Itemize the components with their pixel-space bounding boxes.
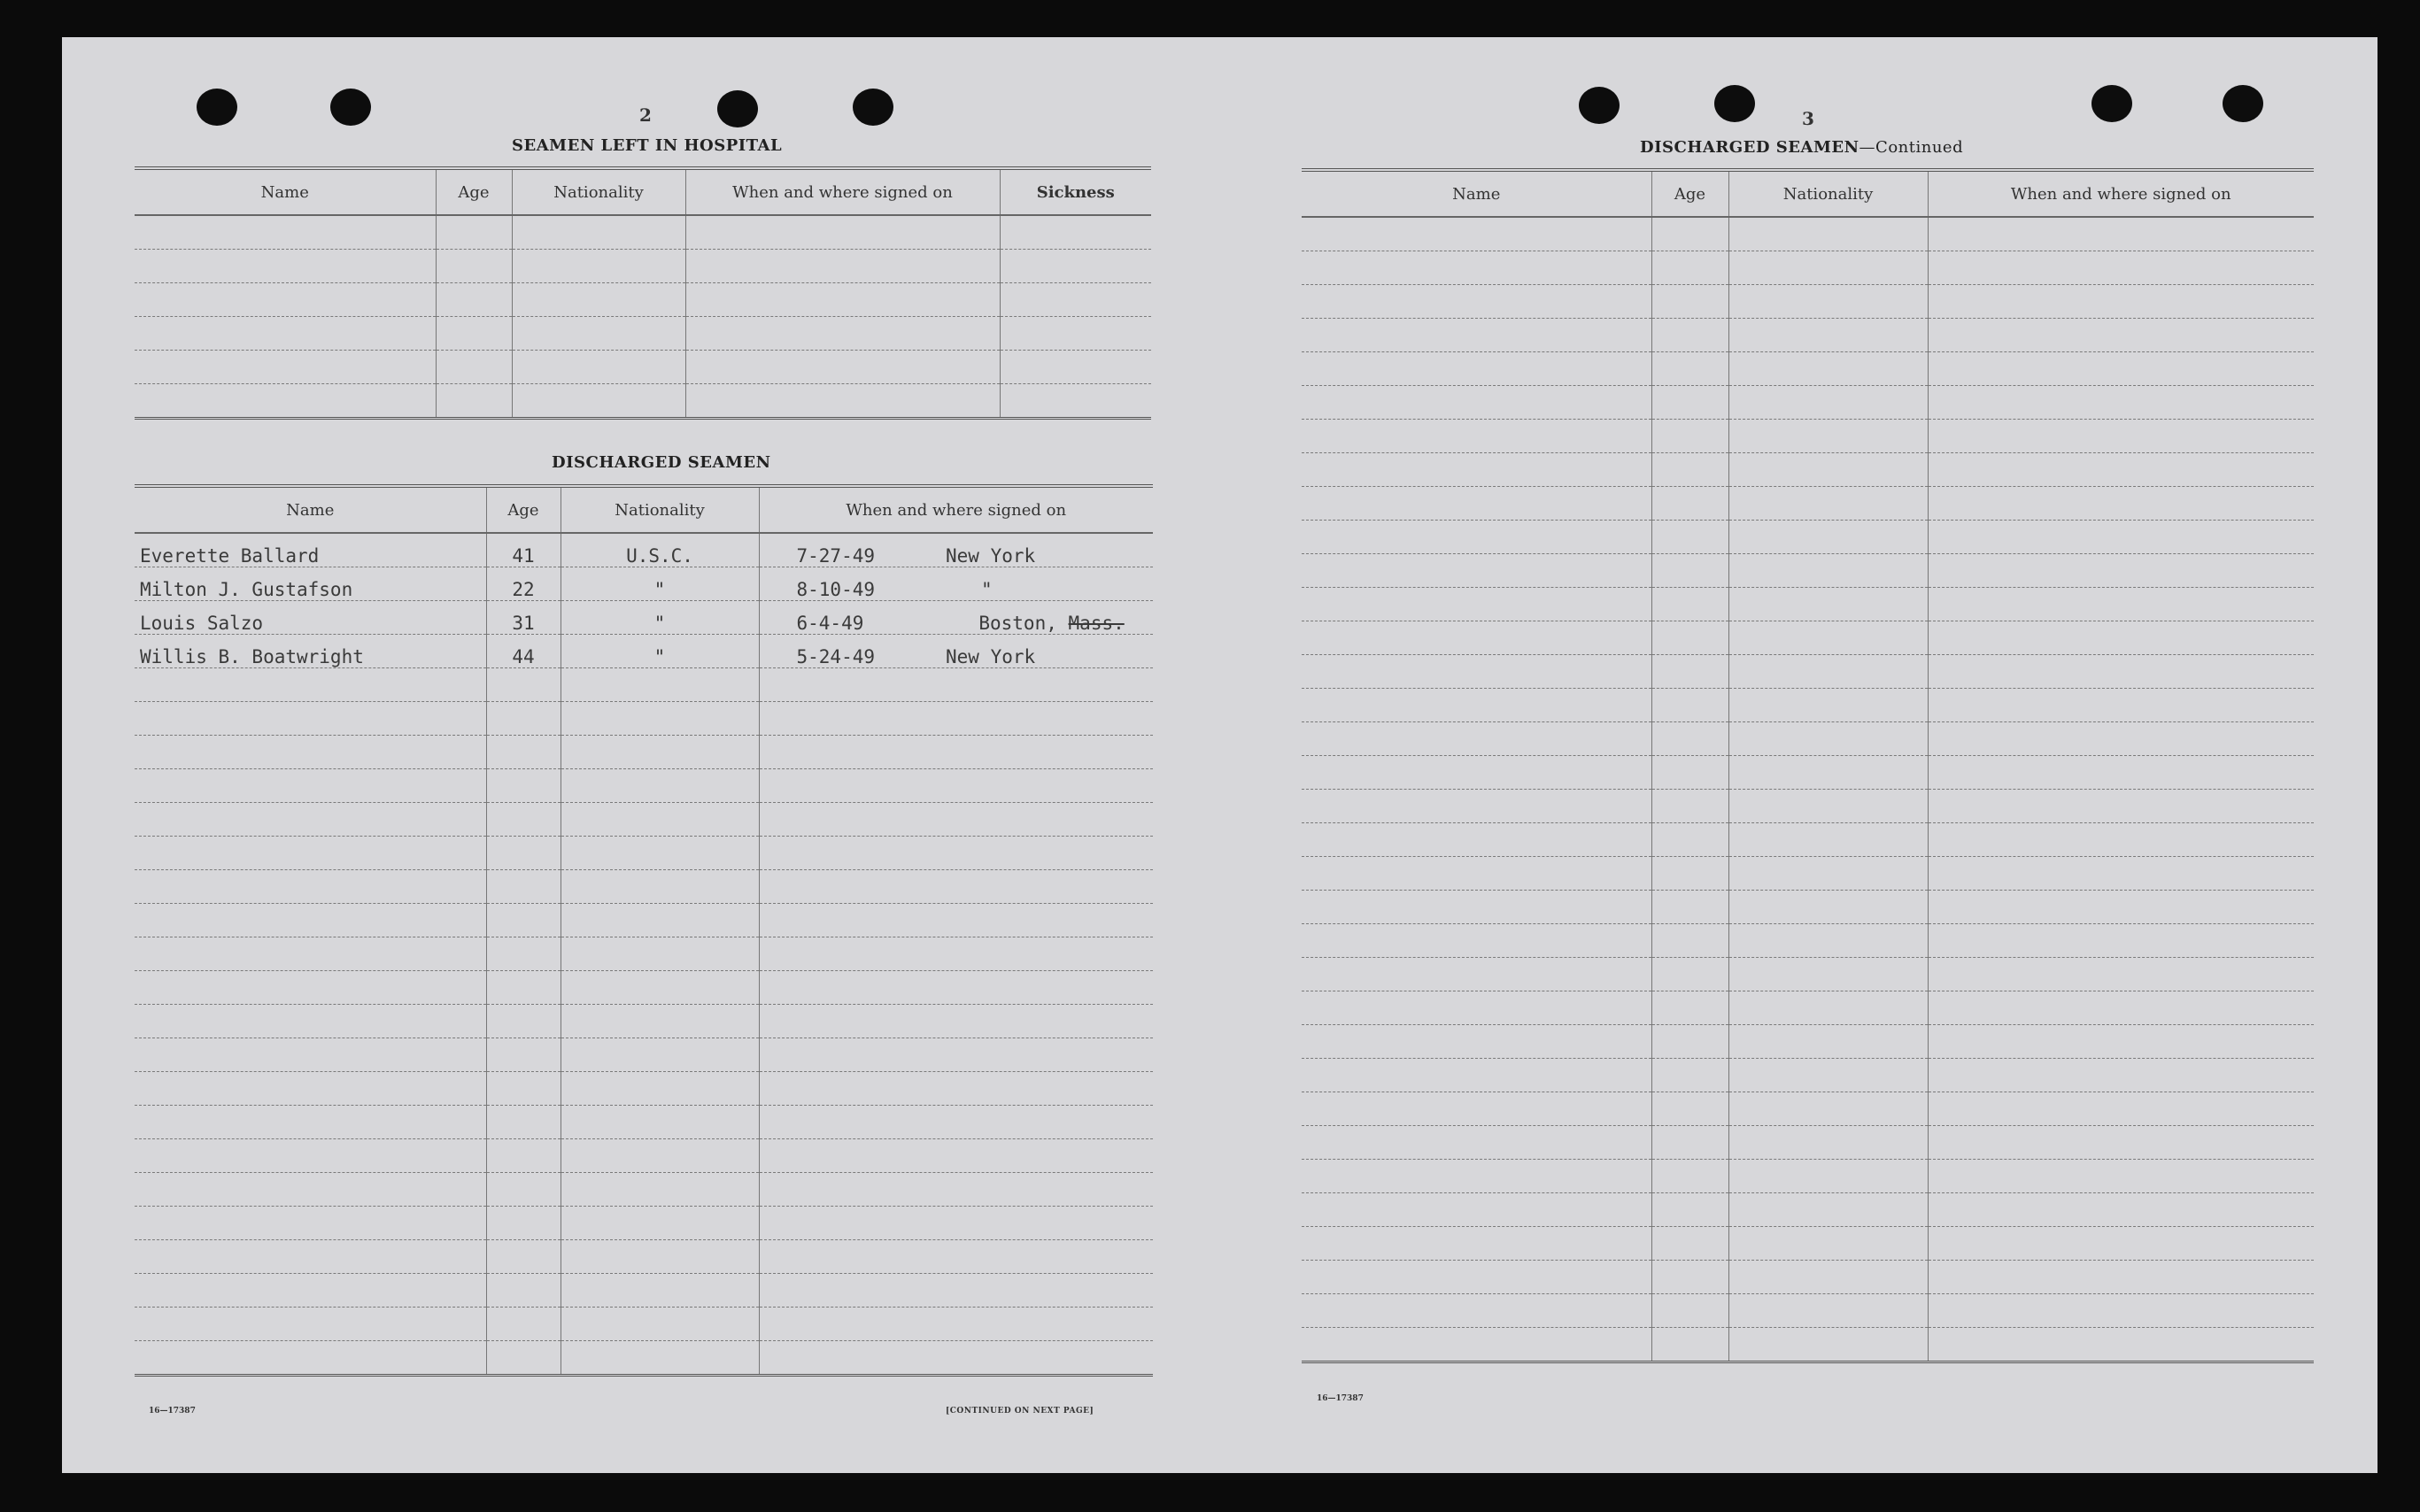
form-number-left: 16—17387 [149, 1407, 196, 1416]
discharged-header-nationality: Nationality [561, 486, 759, 533]
punch-hole [2091, 85, 2132, 122]
table-row [135, 769, 1153, 803]
table-row [1302, 386, 2314, 420]
page-number-left: 2 [639, 104, 652, 126]
hospital-header-age: Age [436, 168, 512, 215]
table-row [1302, 1025, 2314, 1059]
punch-hole [1579, 87, 1620, 124]
table-row [1302, 352, 2314, 386]
table-row [135, 1173, 1153, 1207]
signed-on-date: 8-10-49 [796, 579, 876, 600]
table-row [135, 384, 1151, 419]
seaman-nationality: U.S.C. [561, 533, 759, 567]
table-row [135, 904, 1153, 937]
table-row [135, 1308, 1153, 1341]
table-row [1302, 1126, 2314, 1160]
form-number-right: 16—17387 [1317, 1394, 1364, 1403]
table-row [1302, 453, 2314, 487]
table-row [135, 971, 1153, 1005]
table-row [1302, 991, 2314, 1025]
seaman-name: Milton J. Gustafson [135, 567, 486, 601]
punch-hole [2223, 85, 2263, 122]
signed-on-place: New York [946, 545, 1036, 567]
discharged-header-age: Age [486, 486, 561, 533]
table-row [135, 837, 1153, 870]
discharged-continued-title [1640, 138, 1963, 157]
signed-on-place: New York [946, 646, 1036, 667]
page-number-right: 3 [1802, 108, 1814, 129]
seaman-signed-on [759, 601, 1153, 635]
discharged-table [135, 484, 1153, 1377]
continued-header-name: Name [1302, 170, 1651, 217]
table-row [135, 702, 1153, 736]
table-row [1302, 756, 2314, 790]
table-row [135, 567, 1153, 601]
table-row [135, 317, 1151, 351]
table-row [1302, 588, 2314, 621]
table-row [135, 937, 1153, 971]
continued-header-nationality: Nationality [1728, 170, 1928, 217]
table-row [1302, 1328, 2314, 1362]
table-row [135, 870, 1153, 904]
table-row [1302, 554, 2314, 588]
table-row [1302, 521, 2314, 554]
table-row [135, 736, 1153, 769]
table-row [1302, 958, 2314, 991]
table-row [1302, 689, 2314, 722]
table-row [1302, 1193, 2314, 1227]
table-row [1302, 1092, 2314, 1126]
table-row [1302, 420, 2314, 453]
table-row [135, 601, 1153, 635]
table-row [135, 1072, 1153, 1106]
table-row [1302, 1227, 2314, 1261]
seaman-nationality: " [561, 601, 759, 635]
punch-hole [717, 90, 758, 127]
table-row [1302, 217, 2314, 251]
table-row [1302, 319, 2314, 352]
title-suffix: —Continued [1859, 138, 1964, 157]
seaman-signed-on [759, 533, 1153, 567]
table-row [135, 1274, 1153, 1308]
hospital-header-sickness: Sickness [1000, 168, 1151, 215]
seaman-age: 31 [486, 601, 561, 635]
seaman-name: Louis Salzo [135, 601, 486, 635]
title-main: DISCHARGED SEAMEN [1640, 138, 1859, 157]
signed-on-place-struck: Mass. [1068, 613, 1125, 634]
table-row [1302, 924, 2314, 958]
signed-on-date: 7-27-49 [796, 545, 876, 567]
table-row [135, 1207, 1153, 1240]
table-row [1302, 891, 2314, 924]
table-row [1302, 1059, 2314, 1092]
hospital-section-title: SEAMEN LEFT IN HOSPITAL [512, 136, 783, 155]
seaman-name: Everette Ballard [135, 533, 486, 567]
document-sheet [62, 37, 2377, 1473]
table-row [135, 283, 1151, 317]
signed-on-date: 6-4-49 [796, 613, 864, 634]
table-row [1302, 621, 2314, 655]
table-row [135, 635, 1153, 668]
table-row [1302, 1294, 2314, 1328]
table-row [1302, 823, 2314, 857]
table-row [1302, 285, 2314, 319]
punch-hole [330, 89, 371, 126]
hospital-header-name: Name [135, 168, 436, 215]
table-row [1302, 1261, 2314, 1294]
seaman-age: 41 [486, 533, 561, 567]
seaman-age: 22 [486, 567, 561, 601]
table-row [1302, 487, 2314, 521]
seaman-nationality: " [561, 635, 759, 668]
signed-on-place: Boston, [978, 613, 1057, 634]
hospital-header-nationality: Nationality [512, 168, 685, 215]
table-row [135, 1240, 1153, 1274]
continued-header-age: Age [1651, 170, 1728, 217]
signed-on-date: 5-24-49 [796, 646, 876, 667]
punch-hole [1714, 85, 1755, 122]
hospital-header-signed-on: When and where signed on [685, 168, 1000, 215]
table-row [135, 1341, 1153, 1376]
table-row [135, 533, 1153, 567]
seaman-nationality: " [561, 567, 759, 601]
table-row [135, 1139, 1153, 1173]
table-row [135, 1106, 1153, 1139]
table-row [135, 1005, 1153, 1038]
table-row [135, 803, 1153, 837]
table-row [135, 668, 1153, 702]
table-row [135, 215, 1151, 250]
table-row [135, 1038, 1153, 1072]
table-row [1302, 251, 2314, 285]
hospital-table [135, 166, 1151, 420]
seaman-age: 44 [486, 635, 561, 668]
table-row [135, 351, 1151, 384]
discharged-header-signed-on: When and where signed on [759, 486, 1153, 533]
discharged-continued-table [1302, 168, 2314, 1363]
signed-on-place: " [981, 579, 993, 600]
table-row [135, 250, 1151, 283]
table-row [1302, 722, 2314, 756]
discharged-section-title: DISCHARGED SEAMEN [552, 453, 771, 472]
table-row [1302, 790, 2314, 823]
seaman-signed-on [759, 567, 1153, 601]
table-row [1302, 1160, 2314, 1193]
punch-hole [853, 89, 893, 126]
continued-note: [CONTINUED ON NEXT PAGE] [946, 1407, 1094, 1416]
table-row [1302, 655, 2314, 689]
seaman-signed-on [759, 635, 1153, 668]
punch-hole [197, 89, 237, 126]
continued-header-signed-on: When and where signed on [1928, 170, 2314, 217]
table-row [1302, 857, 2314, 891]
seaman-name: Willis B. Boatwright [135, 635, 486, 668]
discharged-header-name: Name [135, 486, 486, 533]
